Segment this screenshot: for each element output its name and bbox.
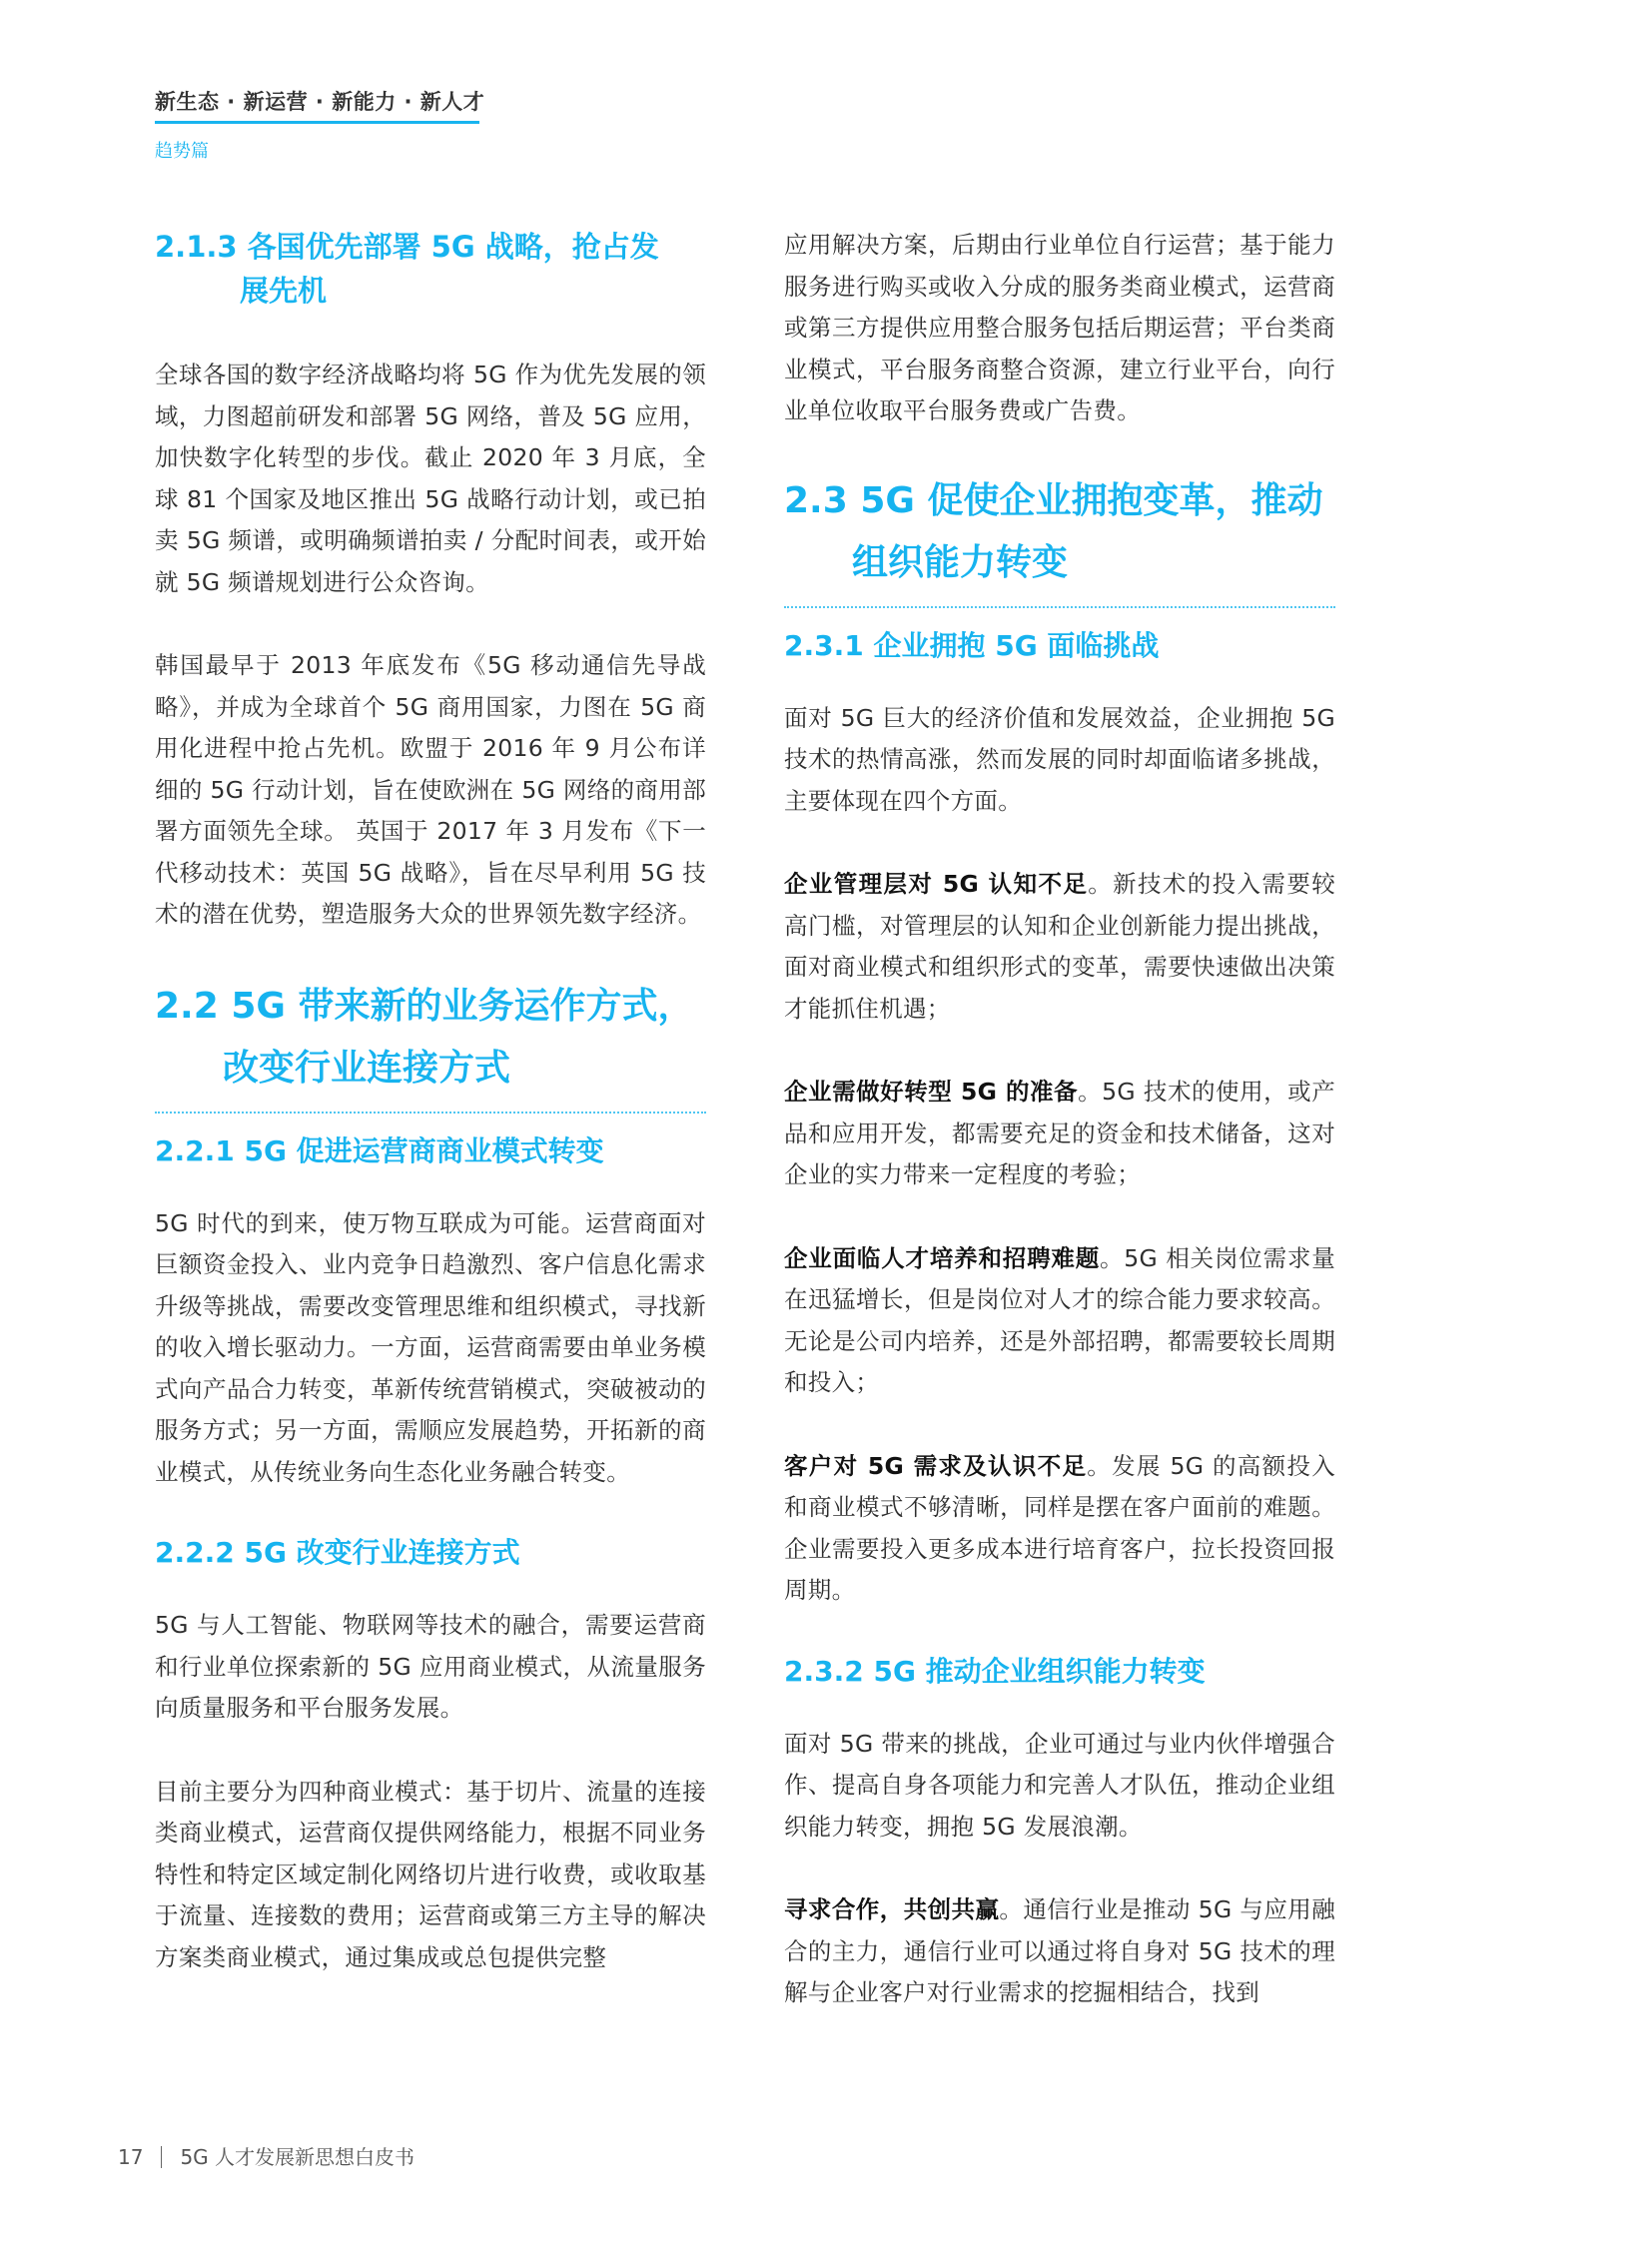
challenge-item: [784, 1072, 1335, 1196]
heading-number: 2.2: [155, 985, 219, 1027]
heading-number: 2.1.3: [155, 230, 238, 264]
paragraph: 面对 5G 带来的挑战，企业可通过与业内伙伴增强合作、提高自身各项能力和完善人才队伍，推动企业组织能力转变，拥抱 5G 发展浪潮。: [784, 1729, 1335, 1841]
left-column: [155, 225, 706, 1978]
challenge-lead: 企业面临人才培养和招聘难题: [784, 1243, 1100, 1272]
heading-2-2: [155, 976, 706, 1100]
strategy-text: 。通信行业是推动 5G 与应用融合的主力，通信行业可以通过将自身对 5G 技术的理解与企业客户对行业需求的挖掘相结合，找到: [784, 1895, 1335, 2006]
strategy-item: [784, 1889, 1335, 2014]
challenge-lead: 企业管理层对 5G 认知不足: [784, 870, 1089, 898]
heading-text-line2: 改变行业连接方式: [223, 1047, 511, 1089]
heading-2-2-1: 2.2.1 5G 促进运营商商业模式转变: [155, 1133, 604, 1167]
challenge-text: 。5G 技术的使用，或产品和应用开发，都需要充足的资金和技术储备，这对企业的实力带来一定程度的考验；: [784, 1078, 1336, 1188]
section-dotted-divider: [784, 606, 1335, 608]
paragraph-continued: 应用解决方案，后期由行业单位自行运营；基于能力服务进行购买或收入分成的服务类商业模式，运营商或第三方提供应用整合服务包括后期运营；平台类商业模式，平台服务商整合资源，建立行业平台，向行业单位收取平台服务费或广告费。: [784, 231, 1335, 424]
challenge-item: [784, 864, 1335, 1030]
paragraph: 5G 与人工智能、物联网等技术的融合，需要运营商和行业单位探索新的 5G 应用商业模式，从流量服务向质量服务和平台服务发展。: [155, 1611, 706, 1722]
strategy-lead: 寻求合作，共创共赢: [784, 1895, 1000, 1923]
challenge-item: [784, 1446, 1335, 1612]
paragraph: 韩国最早于 2013 年底发布《5G 移动通信先导战略》，并成为全球首个 5G 商用国家，力图在 5G 商用化进程中抢占先机。欧盟于 2016 年 9 月公布详细的 5G 行动计划，旨在使欧洲在 5G 网络的商用部署方面领先全球。 英国于 2017 年 3 月发布《下一代移动技术：英国 5G 战略》，旨在尽早利用 5G 技术的潜在优势，塑造服务大众的世界领先数字经济。: [155, 651, 706, 928]
heading-2-3-2: 2.3.2 5G 推动企业组织能力转变: [784, 1654, 1206, 1688]
page-footer: [118, 2141, 414, 2170]
paragraph: 全球各国的数字经济战略均将 5G 作为优先发展的领域，力图超前研发和部署 5G 网络，普及 5G 应用，加快数字化转型的步伐。截止 2020 年 3 月底，全球 81 个国家及地区推出 5G 战略行动计划，或已拍卖 5G 频谱，或明确频谱拍卖 / 分配时间表，或开始就 5G 频谱规划进行公众咨询。: [155, 361, 706, 596]
running-header-title: 新生态 · 新运营 · 新能力 · 新人才: [155, 90, 485, 114]
heading-text-line2: 组织能力转变: [852, 541, 1069, 583]
heading-text-line2: 展先机: [240, 274, 328, 308]
heading-2-3: [784, 470, 1335, 594]
challenge-text: 。新技术的投入需要较高门槛，对管理层的认知和企业创新能力提出挑战，面对商业模式和组织形式的变革，需要快速做出决策才能抓住机遇；: [784, 870, 1336, 1023]
header-accent-rule: [155, 121, 479, 124]
paragraph: 目前主要分为四种商业模式：基于切片、流量的连接类商业模式，运营商仅提供网络能力，根据不同业务特性和特定区域定制化网络切片进行收费，或收取基于流量、连接数的费用；运营商或第三方主导的解决方案类商业模式，通过集成或总包提供完整: [155, 1777, 706, 1971]
document-title: 5G 人才发展新思想白皮书: [180, 2145, 415, 2169]
paragraph: 面对 5G 巨大的经济价值和发展效益，企业拥抱 5G 技术的热情高涨，然而发展的同时却面临诸多挑战，主要体现在四个方面。: [784, 703, 1335, 815]
challenge-item: [784, 1238, 1335, 1404]
heading-number: 2.3: [784, 479, 848, 521]
heading-text-line1: 5G 带来新的业务运作方式，: [231, 985, 694, 1027]
heading-text-line1: 各国优先部署 5G 战略，抢占发: [247, 230, 659, 264]
heading-text-line1: 5G 促使企业拥抱变革，推动: [860, 479, 1323, 521]
challenge-lead: 企业需做好转型 5G 的准备: [784, 1078, 1079, 1106]
challenge-text: 。5G 相关岗位需求量在迅猛增长，但是岗位对人才的综合能力要求较高。无论是公司内培养，还是外部招聘，都需要较长周期和投入；: [784, 1243, 1335, 1396]
section-dotted-divider: [155, 1112, 706, 1114]
challenge-lead: 客户对 5G 需求及认识不足: [784, 1451, 1088, 1480]
footer-separator: [161, 2146, 162, 2168]
challenge-text: 。发展 5G 的高额投入和商业模式不够清晰，同样是摆在客户面前的难题。企业需要投入更多成本进行培育客户，拉长投资回报周期。: [784, 1451, 1336, 1604]
heading-2-2-2: 2.2.2 5G 改变行业连接方式: [155, 1536, 520, 1569]
running-header-section: 趋势篇: [155, 141, 209, 162]
right-column: [784, 225, 1335, 2014]
heading-2-3-1: 2.3.1 企业拥抱 5G 面临挑战: [784, 628, 1160, 662]
heading-2-1-3: [155, 225, 706, 313]
paragraph: 5G 时代的到来，使万物互联成为可能。运营商面对巨额资金投入、业内竞争日趋激烈、客户信息化需求升级等挑战，需要改变管理思维和组织模式，寻找新的收入增长驱动力。一方面，运营商需要由单业务模式向产品合力转变，革新传统营销模式，突破被动的服务方式；另一方面，需顺应发展趋势，开拓新的商业模式，从传统业务向生态化业务融合转变。: [155, 1208, 706, 1486]
page-number: 17: [118, 2145, 144, 2169]
